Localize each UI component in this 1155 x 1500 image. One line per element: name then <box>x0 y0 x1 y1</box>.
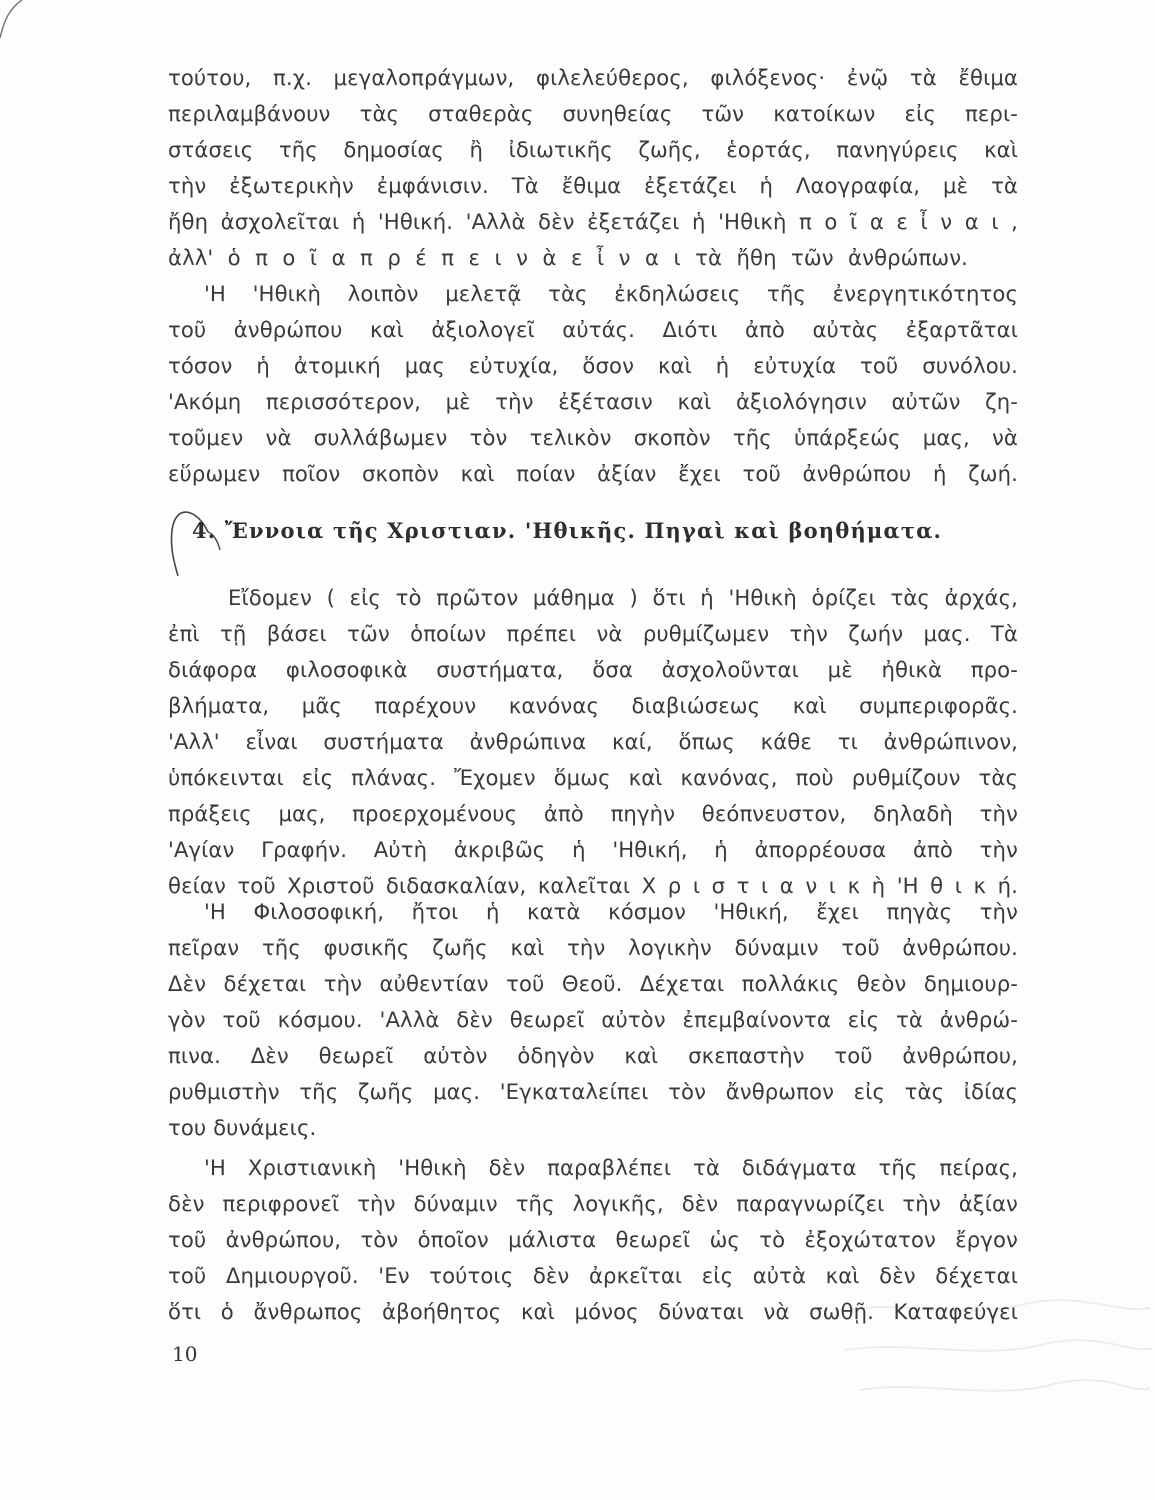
text-line: ρυθμιστὴν τῆς ζωῆς μας. 'Εγκαταλείπει τὸν ἄνθρωπον εἰς τὰς ἰδίας <box>168 1079 1018 1104</box>
bleed-through-scribbles <box>840 1290 1155 1440</box>
text-line: γὸν τοῦ κόσμου. 'Αλλὰ δὲν θεωρεῖ αὐτὸν ἐπεμβαίνοντα εἰς τὰ ἀνθρώ- <box>168 1007 1018 1032</box>
text-line: βλήματα, μᾶς παρέχουν κανόνας διαβιώσεως καὶ συμπεριφορᾶς. <box>168 693 1018 718</box>
text-line: 'Η 'Ηθικὴ λοιπὸν μελετᾷ τὰς ἐκδηλώσεις τῆς ἐνεργητικότητος <box>204 281 1018 306</box>
text-line: διάφορα φιλοσοφικὰ συστήματα, ὅσα ἀσχολοῦνται μὲ ἠθικὰ προ- <box>168 657 1018 682</box>
text-line: δὲν περιφρονεῖ τὴν δύναμιν τῆς λογικῆς, δὲν παραγνωρίζει τὴν ἀξίαν <box>168 1191 1018 1216</box>
text-line: ἐπὶ τῇ βάσει τῶν ὁποίων πρέπει νὰ ρυθμίζωμεν τὴν ζωήν μας. Τὰ <box>168 621 1018 646</box>
text-line: τοῦ ἀνθρώπου καὶ ἀξιολογεῖ αὐτάς. Διότι ἀπὸ αὐτὰς ἐξαρτᾶται <box>168 317 1018 342</box>
text-line: ὑπόκεινται εἰς πλάνας. Ἔχομεν ὅμως καὶ κανόνας, ποὺ ρυθμίζουν τὰς <box>168 765 1018 790</box>
page-corner-mark <box>0 0 30 40</box>
text-line: τοῦ Δημιουργοῦ. 'Εν τούτοις δὲν ἀρκεῖται εἰς αὐτὰ καὶ δὲν δέχεται <box>168 1263 1018 1288</box>
text-line: Δὲν δέχεται τὴν αὐθεντίαν τοῦ Θεοῦ. Δέχεται πολλάκις θεὸν δημιουρ- <box>168 971 1018 996</box>
text-line: 'Ακόμη περισσότερον, μὲ τὴν ἐξέτασιν καὶ ἀξιολόγησιν αὐτῶν ζη- <box>168 389 1018 414</box>
text-line: ὅτι ὁ ἄνθρωπος ἀβοήθητος καὶ μόνος δύναται νὰ σωθῇ. Καταφεύγει <box>168 1299 1018 1324</box>
text-line: του δυνάμεις. <box>168 1115 317 1140</box>
page-number: 10 <box>172 1342 198 1366</box>
text-line: στάσεις τῆς δημοσίας ἢ ἰδιωτικῆς ζωῆς, ἑορτάς, πανηγύρεις καὶ <box>168 137 1018 162</box>
text-line: τοῦ ἀνθρώπου, τὸν ὁποῖον μάλιστα θεωρεῖ ὡς τὸ ἐξοχώτατον ἔργον <box>168 1227 1018 1252</box>
text-line: τούτου, π.χ. μεγαλοπράγμων, φιλελεύθερος, φιλόξενος· ἐνῷ τὰ ἔθιμα <box>168 65 1018 90</box>
text-line: εὕρωμεν ποῖον σκοπὸν καὶ ποίαν ἀξίαν ἔχει τοῦ ἀνθρώπου ἡ ζωή. <box>168 461 1018 486</box>
text-line: πεῖραν τῆς φυσικῆς ζωῆς καὶ τὴν λογικὴν δύναμιν τοῦ ἀνθρώπου. <box>168 935 1018 960</box>
text-line: 'Η Χριστιανικὴ 'Ηθικὴ δὲν παραβλέπει τὰ διδάγματα τῆς πείρας, <box>204 1155 1018 1180</box>
text-line: τὴν ἐξωτερικὴν ἐμφάνισιν. Τὰ ἔθιμα ἐξετάζει ἡ Λαογραφία, μὲ τὰ <box>168 173 1018 198</box>
text-line: περιλαμβάνουν τὰς σταθερὰς συνηθείας τῶν κατοίκων εἰς περι- <box>168 101 1018 126</box>
text-line: ἀλλ' ὁ π ο ῖ α π ρ έ π ε ι ν ὰ ε ἶ ν α ι τὰ ἤθη τῶν ἀνθρώπων. <box>168 245 968 270</box>
text-line: τόσον ἡ ἀτομική μας εὐτυχία, ὅσον καὶ ἡ εὐτυχία τοῦ συνόλου. <box>168 353 1018 378</box>
text-line: ἤθη ἀσχολεῖται ἡ 'Ηθική. 'Αλλὰ δὲν ἐξετάζει ἡ 'Ηθικὴ π ο ῖ α ε ἶ ν α ι , <box>168 209 1018 234</box>
text-line: 'Αλλ' εἶναι συστήματα ἀνθρώπινα καί, ὅπως κάθε τι ἀνθρώπινον, <box>168 729 1018 754</box>
text-line: πινα. Δὲν θεωρεῖ αὐτὸν ὁδηγὸν καὶ σκεπαστὴν τοῦ ἀνθρώπου, <box>168 1043 1018 1068</box>
section-heading: 4. Ἔννοια τῆς Χριστιαν. 'Ηθικῆς. Πηγαὶ καὶ βοηθήματα. <box>192 518 943 543</box>
text-line: 'Αγίαν Γραφήν. Αὐτὴ ἀκριβῶς ἡ 'Ηθική, ἡ ἀπορρέουσα ἀπὸ τὴν <box>168 837 1018 862</box>
text-line: Εἴδομεν ( εἰς τὸ πρῶτον μάθημα ) ὅτι ἡ 'Ηθικὴ ὁρίζει τὰς ἀρχάς, <box>228 585 1018 610</box>
text-line: τοῦμεν νὰ συλλάβωμεν τὸν τελικὸν σκοπὸν τῆς ὑπάρξεώς μας, νὰ <box>168 425 1018 450</box>
text-line: πράξεις μας, προερχομένους ἀπὸ πηγὴν θεόπνευστον, δηλαδὴ τὴν <box>168 801 1018 826</box>
text-line: 'Η Φιλοσοφική, ἤτοι ἡ κατὰ κόσμον 'Ηθική, ἔχει πηγὰς τὴν <box>204 899 1018 924</box>
text-line: θείαν τοῦ Χριστοῦ διδασκαλίαν, καλεῖται Χ ρ ι σ τ ι α ν ι κ ὴ 'Η θ ι κ ή. <box>168 873 1018 898</box>
